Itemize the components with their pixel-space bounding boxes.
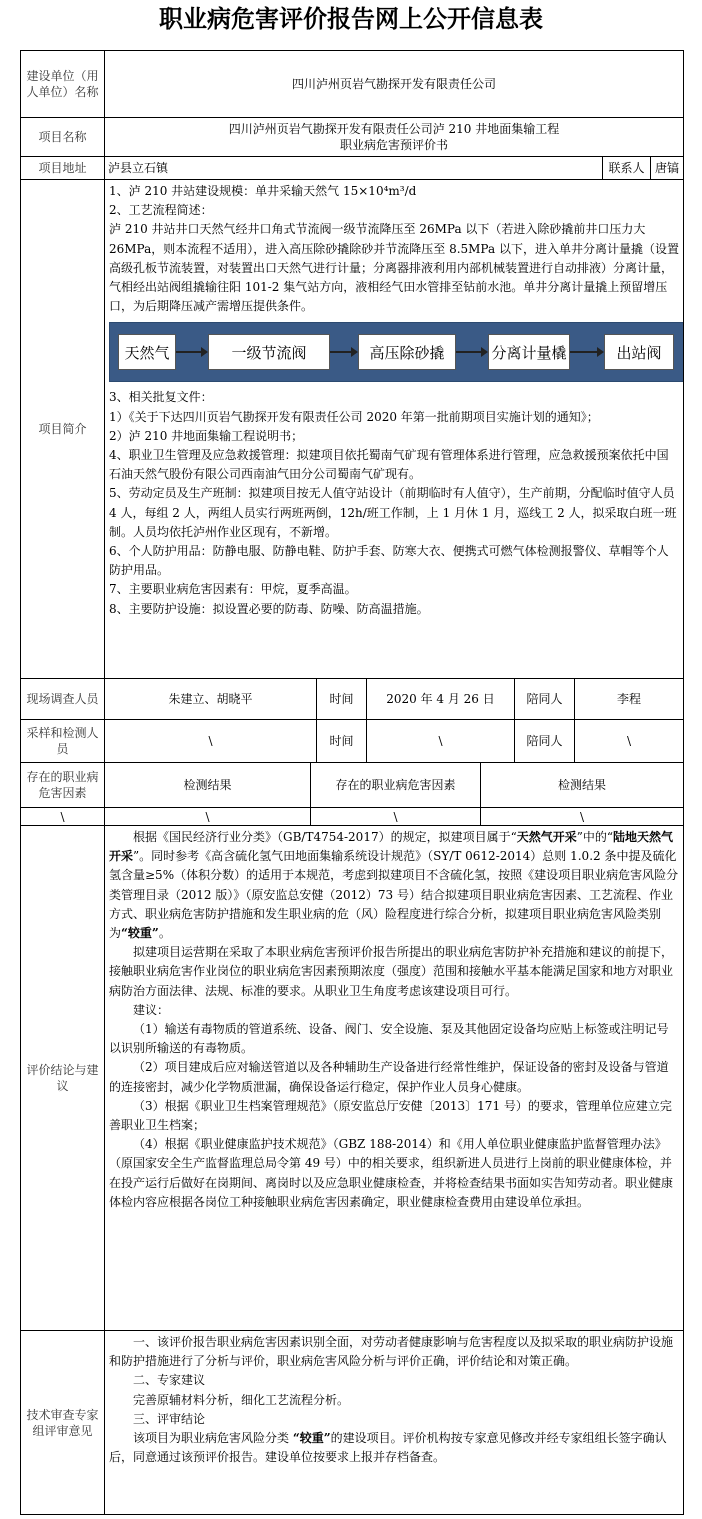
- review-opinion: 一、该评价报告职业病危害因素识别全面，对劳动者健康影响与危害程度以及拟采取的职业病防护设施和防护措施进行了分析与评价，职业病危害风险分析与评价正确，评价结论和对策正确。: [109, 1335, 674, 1369]
- label-companion: 陪同人: [515, 720, 575, 762]
- flow-arrow: [570, 351, 602, 353]
- conclusion-classification: 根据《国民经济行业分类》（GB/T4754-2017）的规定，拟建项目属于“天然气开采”中的“陆地天然气开采”。同时参考《高含硫化氢气田地面集输系统设计规范》（SY/T 0612-2014）总则 1.0.2 条中提及硫化氢含量≥5%（体积分数）的适用于本规范，考虑到拟建项目不含硫化氢，按照《建设项目职业病危害风险分类管理目录（2012 版）》（原安监总安健（2012）73 号）结合拟建项目职业病危害因素、工艺流程、作业方式、职业病危害防护措施和发生职业病的危（风）险程度进行综合分析，拟建项目职业病危害风险类别为“较重”。: [109, 830, 679, 941]
- review-conclusion-heading: 三、评审结论: [133, 1411, 206, 1426]
- label-result: 检测结果: [105, 763, 311, 807]
- project-address: 泸县立石镇: [105, 157, 603, 179]
- survey-time: 2020 年 4 月 26 日: [367, 679, 515, 719]
- label-conclusion: 评价结论与建议: [21, 826, 105, 1330]
- contact-name: 唐镐: [654, 161, 679, 175]
- summary-protection: 8、主要防护设施：拟设置必要的防毒、防噪、防高温措施。: [109, 601, 429, 616]
- summary-management: 4、职业卫生管理及应急救援管理：拟建项目依托蜀南气矿现有管理体系进行管理，应急救援预案依托中国石油天然气股份有限公司西南油气田分公司蜀南气矿现有。: [109, 448, 669, 482]
- label-contact: 联系人: [603, 157, 651, 179]
- suggestion-3: （3）根据《职业卫生档案管理规范》（原安监总厅安健〔2013〕171 号）的要求，管理单位应建立完善职业卫生档案；: [109, 1098, 672, 1133]
- label-hazard: 存在的职业病危害因素: [21, 763, 105, 807]
- row-summary: [20, 179, 684, 679]
- label-project-name: 项目名称: [21, 118, 105, 156]
- review-content: [105, 1331, 683, 1514]
- review-advice: 完善原辅材料分析，细化工艺流程分析。: [133, 1392, 350, 1407]
- survey-people: 朱建立、胡晓平: [105, 679, 317, 719]
- unit-name: 四川泸州页岩气勘探开发有限责任公司: [291, 77, 496, 91]
- review-advice-heading: 二、专家建议: [133, 1373, 206, 1388]
- label-address: 项目地址: [21, 157, 105, 179]
- label-review: 技术审查专家组评审意见: [21, 1331, 105, 1514]
- suggestion-2: （2）项目建成后应对输送管道以及各种辅助生产设备进行经常性维护，保证设备的密封及设备与管道的连接密封，减少化学物质泄漏，确保设备运行稳定，保护作业人员身心健康。: [109, 1060, 669, 1094]
- result-value: \: [579, 809, 585, 824]
- conclusion-feasibility: 拟建项目运营期在采取了本职业病危害预评价报告所提出的职业病危害防护补充措施和建议的前提下，接触职业病危害作业岗位的职业病危害因素预期浓度（强度）范围和接触水平基本能满足国家和地方对职业病防治方面法律、法规、标准的要求。从职业卫生角度考虑该建设项目可行。: [109, 945, 674, 998]
- label-result-2: 检测结果: [557, 778, 606, 792]
- review-conclusion: 该项目为职业病危害风险分类 “较重”的建设项目。评价机构按专家意见修改并经专家组组长签字确认后，同意通过该预评价报告。建设单位按要求上报并存档备查。: [109, 1431, 667, 1465]
- label-sampling: 采样和检测人员: [21, 720, 105, 762]
- label-time: 时间: [317, 679, 367, 719]
- label-hazard-2: 存在的职业病危害因素: [311, 763, 481, 807]
- summary-approval-1: 1）《关于下达四川页岩气勘探开发有限责任公司 2020 年第一批前期项目实施计划的通知》；: [109, 409, 599, 424]
- row-unit: [20, 50, 684, 118]
- row-hazard-values: [20, 807, 684, 826]
- survey-companion: 李程: [616, 692, 641, 706]
- sampling-companion: \: [626, 734, 632, 748]
- row-project-name: [20, 117, 684, 157]
- summary-scale: 1、泸 210 井站建设规模：单井采输天然气 15×10⁴m³/d: [109, 184, 417, 198]
- row-sampling: [20, 719, 684, 763]
- summary-content: [105, 180, 683, 678]
- row-hazard-header: [20, 762, 684, 808]
- label-companion: 陪同人: [515, 679, 575, 719]
- page-title: 职业病危害评价报告网上公开信息表: [159, 5, 543, 33]
- label-survey: 现场调查人员: [21, 679, 105, 719]
- summary-staffing: 5、劳动定员及生产班制：拟建项目按无人值守站设计（前期临时有人值守），生产前期，分配临时值守人员 4 人，每组 2 人，两组人员实行两班两倒，12h/班工作制，上 1 月休 1 月，巡线工 2 人，拟采取白班一班制。人员均依托泸州作业区现有，不新增。: [109, 486, 677, 539]
- flow-step-desander: 高压除砂撬: [358, 334, 456, 370]
- flow-step-outlet: 出站阀: [604, 334, 674, 370]
- sampling-time: \: [367, 720, 515, 762]
- flow-arrow: [176, 351, 206, 353]
- row-address: [20, 156, 684, 180]
- project-name: [105, 118, 683, 156]
- summary-process: 泸 210 井站井口天然气经井口角式节流阀一级节流降压至 26MPa 以下（若进入除砂撬前井口压力大 26MPa，则本流程不适用），进入高压除砂撬除砂并节流降压至 8.5MPa 以下，进入单井分离计量撬（设置高级孔板节流装置，对装置出口天然气进行计量；分离器排液利用内部机械装置进行自动排液）分离计量，气相经出站阀组撬输往阳 101-2 集气站方向，液相经气田水管排至钻前水池。单井分离计量撬上预留增压口，为后期降压减产需增压提供条件。: [109, 222, 679, 314]
- hazard-value: \: [21, 808, 105, 825]
- flow-arrow: [456, 351, 486, 353]
- sampling-people: \: [105, 720, 317, 762]
- conclusion-suggestions-heading: 建议：: [133, 1002, 170, 1017]
- row-survey: [20, 678, 684, 720]
- flow-arrow: [330, 351, 356, 353]
- project-name-line2: 职业病危害预评价书: [339, 138, 448, 152]
- flow-step-gas: 天然气: [118, 334, 176, 370]
- suggestion-1: （1）输送有毒物质的管道系统、设备、阀门、安全设施、泵及其他固定设备均应贴上标签或注明记号以识别所输送的有毒物质。: [109, 1022, 669, 1056]
- flow-step-separator: 分离计量橇: [488, 334, 570, 370]
- process-flow-diagram: [109, 322, 683, 382]
- summary-approvals-heading: 3、相关批复文件：: [109, 390, 213, 405]
- label-unit: 建设单位（用人单位）名称: [21, 51, 105, 117]
- hazard-value: \: [311, 808, 481, 825]
- summary-approval-2: 2）泸 210 井地面集输工程说明书；: [109, 428, 304, 443]
- result-value: \: [105, 808, 311, 825]
- label-time: 时间: [317, 720, 367, 762]
- summary-ppe: 6、个人防护用品：防静电服、防静电鞋、防护手套、防寒大衣、便携式可燃气体检测报警仪、草帽等个人防护用品。: [109, 544, 669, 578]
- conclusion-content: [105, 826, 683, 1330]
- summary-process-heading: 2、工艺流程简述：: [109, 203, 213, 218]
- suggestion-4: （4）根据《职业健康监护技术规范》（GBZ 188-2014）和《用人单位职业健康监护监督管理办法》（原国家安全生产监督监理总局令第 49 号）中的相关要求，组织新进人员进行上岗前的职业健康体检，并在投产运行后做好在岗期间、离岗时以及应急职业健康检查，并将检查结果书面如实告知劳动者。职业健康体检内容应根据各岗位工种接触职业病危害因素确定，职业健康检查费用由建设单位承担。: [109, 1137, 674, 1209]
- label-summary: 项目简介: [21, 180, 105, 678]
- row-conclusion: [20, 825, 684, 1331]
- row-review: [20, 1330, 684, 1515]
- flow-step-throttle: 一级节流阀: [208, 334, 330, 370]
- project-name-line1: 四川泸州页岩气勘探开发有限责任公司泸 210 井地面集输工程: [228, 122, 560, 136]
- summary-hazards: 7、主要职业病危害因素有：甲烷，夏季高温。: [109, 582, 357, 597]
